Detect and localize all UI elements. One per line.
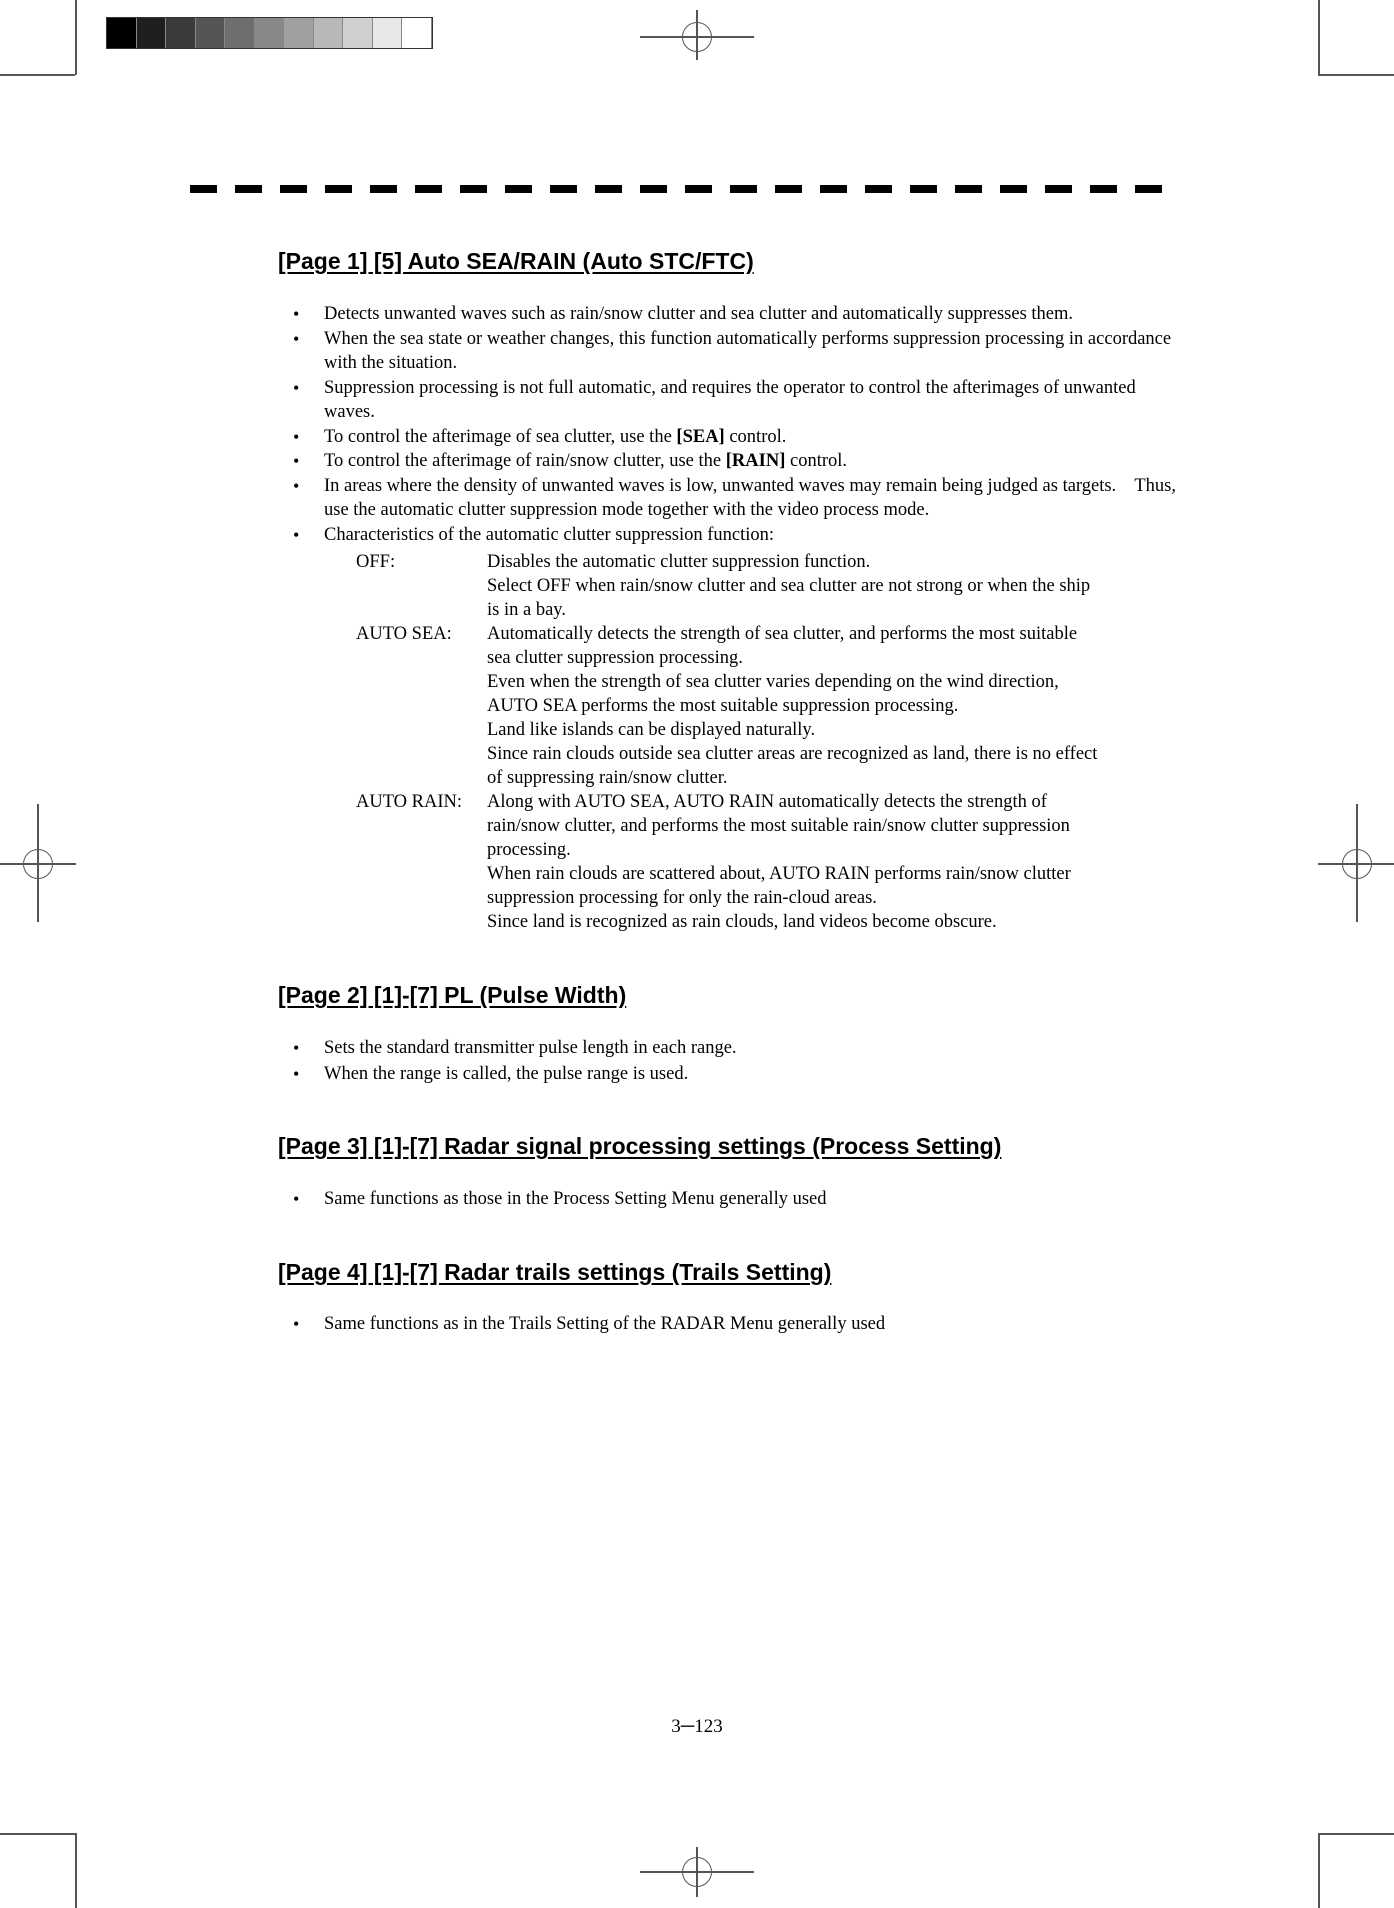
list-item: • Same functions as those in the Process Setting Menu generally used bbox=[292, 1187, 1182, 1212]
list-item: • Detects unwanted waves such as rain/snow clutter and sea clutter and automatically suppresses them. bbox=[292, 302, 1182, 327]
characteristic-key: OFF: bbox=[356, 552, 396, 572]
trails-setting-bullet-list bbox=[292, 1312, 1182, 1337]
list-item: • Suppression processing is not full automatic, and requires the operator to control the afterimages of unwanted waves. bbox=[292, 376, 1182, 425]
grayscale-swatch bbox=[373, 18, 403, 48]
list-item: • Same functions as in the Trails Setting of the RADAR Menu generally used bbox=[292, 1312, 1182, 1337]
grayscale-swatch bbox=[137, 18, 167, 48]
list-item: • To control the afterimage of sea clutter, use the [SEA] control. bbox=[292, 425, 1182, 450]
section-title-process-setting: [Page 3] [1]-[7] Radar signal processing settings (Process Setting) bbox=[278, 1133, 1002, 1159]
auto-sea-rain-bullet-list bbox=[292, 302, 1182, 547]
list-item: • In areas where the density of unwanted waves is low, unwanted waves may remain being judged as targets. Thus, use the automatic clutter suppression mode together with the video process mode. bbox=[292, 474, 1182, 523]
characteristic-auto-sea bbox=[356, 622, 1186, 790]
grayscale-calibration-strip bbox=[106, 17, 433, 49]
grayscale-swatch bbox=[402, 18, 432, 48]
characteristic-key: AUTO RAIN: bbox=[356, 792, 463, 812]
characteristic-auto-rain bbox=[356, 790, 1186, 934]
section-title-pulse-width: [Page 2] [1]-[7] PL (Pulse Width) bbox=[278, 982, 627, 1008]
grayscale-swatch bbox=[284, 18, 314, 48]
page-number: 3─123 bbox=[671, 1716, 723, 1737]
process-setting-bullet-list bbox=[292, 1187, 1182, 1212]
grayscale-swatch bbox=[225, 18, 255, 48]
section-title-auto-sea-rain: [Page 1] [5] Auto SEA/RAIN (Auto STC/FTC) bbox=[278, 248, 754, 274]
grayscale-swatch bbox=[314, 18, 344, 48]
characteristic-description: Along with AUTO SEA, AUTO RAIN automatically detects the strength of rain/snow clutter, and performs the most suitable rain/snow clutter suppression processing. When rain clouds are scattered about, AUTO RAIN performs rain/snow clutter suppression processing for only the rain-cloud areas. Since land is recognized as rain clouds, land videos become obscure. bbox=[487, 792, 1071, 932]
list-item: • When the range is called, the pulse range is used. bbox=[292, 1061, 1182, 1087]
rain-control-label: [RAIN] bbox=[725, 451, 786, 471]
grayscale-swatch bbox=[166, 18, 196, 48]
list-item: • Characteristics of the automatic clutter suppression function: bbox=[292, 523, 1182, 548]
list-item: • When the sea state or weather changes, this function automatically performs suppression processing in accordance with the situation. bbox=[292, 327, 1182, 376]
list-item: • To control the afterimage of rain/snow clutter, use the [RAIN] control. bbox=[292, 449, 1182, 474]
grayscale-swatch bbox=[255, 18, 285, 48]
pulse-width-bullet-list bbox=[292, 1035, 1182, 1087]
characteristic-description: Automatically detects the strength of sea clutter, and performs the most suitable sea clutter suppression processing. Even when the strength of sea clutter varies depending on the wind direction, AUTO SEA performs the most suitable suppression processing. Land like islands can be displayed naturally. Since rain clouds outside sea clutter areas are recognized as land, there is no effect of suppressing rain/snow clutter. bbox=[487, 624, 1098, 788]
grayscale-swatch bbox=[196, 18, 226, 48]
grayscale-swatch bbox=[343, 18, 373, 48]
sea-control-label: [SEA] bbox=[676, 426, 725, 447]
characteristics-table bbox=[356, 550, 1186, 934]
characteristic-off bbox=[356, 550, 1186, 622]
section-title-trails-setting: [Page 4] [1]-[7] Radar trails settings (Trails Setting) bbox=[278, 1259, 832, 1285]
grayscale-swatch bbox=[107, 18, 137, 48]
characteristic-description: Disables the automatic clutter suppression function. Select OFF when rain/snow clutter and sea clutter are not strong or when the ship is in a bay. bbox=[487, 552, 1091, 620]
list-item: • Sets the standard transmitter pulse length in each range. bbox=[292, 1035, 1182, 1061]
characteristic-key: AUTO SEA: bbox=[356, 624, 452, 644]
dashed-separator bbox=[190, 185, 1180, 193]
